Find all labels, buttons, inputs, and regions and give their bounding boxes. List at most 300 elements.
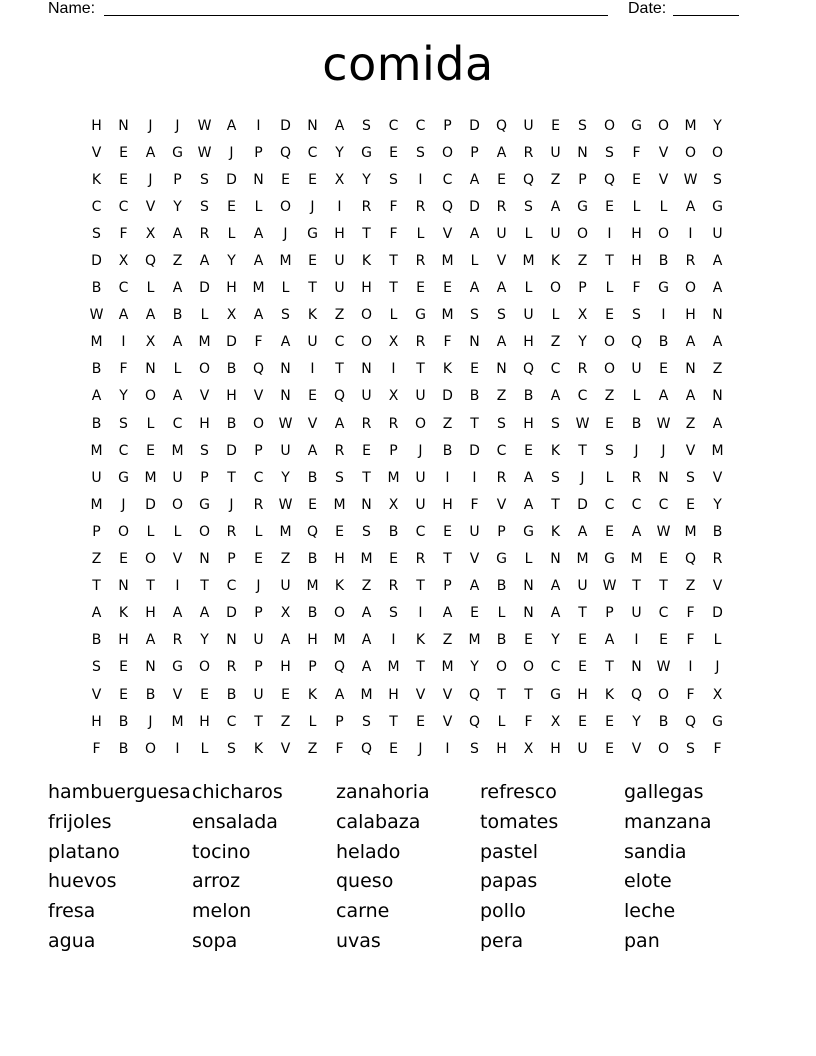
grid-letter: J	[121, 496, 126, 513]
grid-letter: A	[172, 225, 183, 242]
word-list-item: manzana	[624, 810, 712, 833]
grid-letter: C	[442, 171, 453, 188]
grid-letter: Q	[603, 171, 616, 188]
grid-letter: E	[416, 713, 425, 730]
grid-letter: Z	[361, 578, 372, 595]
grid-letter: N	[280, 361, 291, 378]
grid-letter: T	[659, 578, 668, 595]
grid-letter: K	[91, 171, 102, 188]
grid-letter: N	[145, 659, 156, 676]
grid-letter: V	[253, 388, 264, 405]
grid-letter: A	[307, 442, 318, 459]
grid-letter: F	[335, 740, 344, 757]
grid-letter: T	[254, 713, 263, 730]
grid-letter: H	[91, 117, 102, 134]
grid-letter: J	[310, 198, 315, 215]
grid-letter: H	[226, 388, 237, 405]
grid-letter: S	[686, 740, 695, 757]
grid-letter: B	[118, 713, 129, 730]
grid-letter: Y	[551, 632, 560, 649]
grid-letter: M	[90, 496, 103, 513]
grid-letter: B	[496, 578, 507, 595]
grid-letter: I	[418, 605, 423, 622]
grid-letter: Z	[307, 740, 318, 757]
grid-letter: A	[631, 523, 642, 540]
grid-letter: T	[497, 686, 506, 703]
grid-letter: E	[227, 198, 236, 215]
date-field-line[interactable]	[673, 15, 739, 16]
grid-letter: O	[198, 523, 211, 540]
grid-letter: R	[172, 632, 183, 649]
grid-letter: S	[389, 605, 398, 622]
grid-letter: F	[119, 225, 128, 242]
grid-letter: A	[712, 253, 723, 270]
grid-letter: O	[603, 361, 616, 378]
grid-letter: U	[496, 225, 507, 242]
word-list-item: tocino	[192, 840, 251, 863]
grid-letter: H	[199, 415, 210, 432]
grid-letter: E	[605, 523, 614, 540]
grid-letter: T	[470, 415, 479, 432]
grid-letter: S	[551, 415, 560, 432]
grid-letter: B	[91, 361, 102, 378]
grid-letter: B	[712, 523, 723, 540]
grid-letter: K	[442, 361, 453, 378]
grid-letter: M	[387, 469, 400, 486]
grid-letter: Z	[577, 253, 588, 270]
grid-letter: U	[469, 523, 480, 540]
grid-letter: H	[280, 659, 291, 676]
grid-letter: K	[307, 686, 318, 703]
grid-letter: E	[389, 144, 398, 161]
grid-letter: E	[389, 551, 398, 568]
grid-letter: L	[254, 198, 263, 215]
grid-letter: Q	[630, 334, 643, 351]
grid-letter: A	[172, 334, 183, 351]
grid-letter: U	[631, 361, 642, 378]
grid-letter: R	[496, 469, 507, 486]
grid-letter: F	[686, 686, 695, 703]
grid-letter: L	[524, 225, 533, 242]
grid-letter: V	[442, 713, 453, 730]
grid-letter: A	[496, 144, 507, 161]
date-label: Date:	[628, 0, 667, 17]
grid-letter: R	[253, 496, 264, 513]
grid-letter: K	[334, 578, 345, 595]
grid-letter: M	[279, 253, 292, 270]
grid-letter: W	[575, 415, 590, 432]
grid-letter: T	[227, 469, 236, 486]
grid-letter: S	[362, 523, 371, 540]
grid-letter: A	[469, 225, 480, 242]
grid-letter: X	[388, 334, 399, 351]
name-field-line[interactable]	[104, 15, 608, 16]
grid-letter: M	[711, 442, 724, 459]
grid-letter: B	[172, 307, 183, 324]
grid-letter: G	[604, 551, 615, 568]
grid-letter: K	[118, 605, 129, 622]
grid-letter: E	[281, 171, 290, 188]
grid-letter: H	[442, 496, 453, 513]
grid-letter: A	[361, 659, 372, 676]
grid-letter: H	[334, 551, 345, 568]
grid-letter: V	[685, 442, 696, 459]
grid-letter: V	[91, 144, 102, 161]
grid-letter: I	[310, 361, 315, 378]
grid-letter: R	[712, 551, 723, 568]
grid-letter: P	[605, 605, 614, 622]
grid-letter: F	[119, 361, 128, 378]
grid-letter: O	[657, 686, 670, 703]
grid-letter: N	[631, 659, 642, 676]
grid-letter: F	[92, 740, 101, 757]
grid-letter: T	[389, 253, 398, 270]
grid-letter: C	[415, 117, 426, 134]
grid-letter: C	[631, 496, 642, 513]
grid-letter: O	[603, 117, 616, 134]
grid-letter: U	[334, 253, 345, 270]
grid-letter: Q	[144, 253, 157, 270]
grid-letter: U	[577, 740, 588, 757]
grid-letter: L	[497, 605, 506, 622]
grid-letter: I	[688, 225, 693, 242]
word-list-item: gallegas	[624, 781, 704, 803]
word-list-item: uvas	[336, 929, 381, 952]
grid-letter: J	[229, 496, 234, 513]
grid-letter: X	[550, 713, 561, 730]
grid-letter: G	[631, 117, 642, 134]
grid-letter: L	[200, 307, 209, 324]
grid-letter: R	[415, 334, 426, 351]
grid-letter: Q	[522, 171, 535, 188]
grid-letter: V	[199, 388, 210, 405]
grid-letter: V	[442, 225, 453, 242]
grid-letter: N	[199, 551, 210, 568]
grid-letter: E	[146, 442, 155, 459]
grid-letter: N	[469, 334, 480, 351]
word-list-item: pan	[624, 929, 660, 952]
grid-letter: B	[226, 686, 237, 703]
grid-letter: L	[713, 632, 722, 649]
grid-letter: A	[172, 280, 183, 297]
grid-letter: Y	[173, 198, 182, 215]
grid-letter: F	[524, 713, 533, 730]
grid-letter: H	[388, 686, 399, 703]
grid-letter: B	[388, 523, 399, 540]
grid-letter: A	[496, 280, 507, 297]
grid-letter: P	[254, 442, 263, 459]
grid-letter: C	[253, 469, 264, 486]
grid-letter: E	[605, 740, 614, 757]
grid-letter: F	[389, 198, 398, 215]
grid-letter: O	[576, 225, 589, 242]
grid-letter: V	[280, 740, 291, 757]
grid-letter: R	[388, 415, 399, 432]
grid-letter: A	[145, 144, 156, 161]
grid-letter: T	[524, 686, 533, 703]
grid-letter: H	[523, 334, 534, 351]
grid-letter: E	[524, 632, 533, 649]
grid-letter: P	[173, 171, 182, 188]
grid-letter: H	[496, 740, 507, 757]
grid-letter: O	[252, 415, 265, 432]
grid-letter: N	[523, 605, 534, 622]
grid-letter: O	[117, 523, 130, 540]
grid-letter: U	[334, 280, 345, 297]
grid-letter: J	[418, 740, 423, 757]
grid-letter: L	[497, 713, 506, 730]
grid-letter: L	[254, 523, 263, 540]
grid-letter: Y	[200, 632, 209, 649]
word-list-item: refresco	[480, 781, 557, 803]
grid-letter: V	[712, 578, 723, 595]
grid-letter: Y	[362, 171, 371, 188]
grid-letter: Y	[578, 334, 587, 351]
grid-letter: X	[388, 496, 399, 513]
grid-letter: R	[415, 253, 426, 270]
grid-letter: J	[580, 469, 585, 486]
grid-letter: E	[362, 442, 371, 459]
grid-letter: G	[712, 198, 723, 215]
grid-letter: B	[469, 388, 480, 405]
grid-letter: D	[469, 198, 480, 215]
grid-letter: M	[279, 523, 292, 540]
grid-letter: M	[333, 632, 346, 649]
word-list-item: frijoles	[48, 810, 112, 833]
grid-letter: Y	[632, 713, 641, 730]
grid-letter: L	[524, 280, 533, 297]
grid-letter: F	[713, 740, 722, 757]
grid-letter: T	[146, 578, 155, 595]
grid-letter: C	[658, 605, 669, 622]
grid-letter: N	[118, 117, 129, 134]
grid-letter: S	[227, 740, 236, 757]
grid-letter: E	[659, 361, 668, 378]
grid-letter: G	[307, 225, 318, 242]
grid-letter: Z	[442, 415, 453, 432]
grid-letter: M	[171, 442, 184, 459]
grid-letter: J	[715, 659, 720, 676]
grid-letter: L	[605, 280, 614, 297]
grid-letter: F	[470, 496, 479, 513]
grid-letter: T	[578, 605, 587, 622]
word-list-item: pastel	[480, 840, 539, 863]
grid-letter: N	[577, 144, 588, 161]
grid-letter: W	[278, 415, 293, 432]
grid-letter: M	[144, 469, 157, 486]
grid-letter: H	[118, 632, 129, 649]
grid-letter: B	[658, 253, 669, 270]
grid-letter: Z	[280, 713, 291, 730]
grid-letter: O	[144, 388, 157, 405]
grid-letter: T	[416, 361, 425, 378]
grid-letter: A	[469, 171, 480, 188]
grid-letter: Q	[441, 198, 454, 215]
grid-letter: Q	[252, 361, 265, 378]
grid-letter: E	[686, 496, 695, 513]
grid-letter: K	[550, 523, 561, 540]
grid-letter: H	[226, 280, 237, 297]
word-list	[48, 778, 744, 957]
grid-letter: A	[442, 605, 453, 622]
grid-letter: V	[415, 686, 426, 703]
grid-letter: A	[280, 334, 291, 351]
grid-letter: D	[91, 253, 102, 270]
grid-letter: W	[602, 578, 617, 595]
grid-letter: Z	[496, 388, 507, 405]
grid-letter: Q	[279, 144, 292, 161]
grid-letter: H	[685, 307, 696, 324]
grid-letter: T	[308, 280, 317, 297]
grid-letter: A	[172, 605, 183, 622]
grid-letter: A	[172, 388, 183, 405]
grid-letter: N	[712, 307, 723, 324]
grid-letter: S	[362, 117, 371, 134]
grid-letter: N	[253, 171, 264, 188]
grid-letter: R	[226, 659, 237, 676]
grid-letter: V	[145, 198, 156, 215]
grid-letter: P	[389, 442, 398, 459]
grid-letter: C	[118, 442, 129, 459]
word-list-item: elote	[624, 870, 672, 893]
grid-letter: I	[418, 171, 423, 188]
grid-letter: U	[415, 469, 426, 486]
grid-letter: B	[91, 415, 102, 432]
grid-letter: O	[144, 551, 157, 568]
grid-letter: C	[118, 198, 129, 215]
grid-letter: B	[523, 388, 534, 405]
grid-letter: G	[523, 523, 534, 540]
grid-letter: A	[550, 605, 561, 622]
grid-letter: B	[496, 632, 507, 649]
grid-letter: M	[684, 117, 697, 134]
grid-letter: Z	[712, 361, 723, 378]
grid-letter: F	[686, 605, 695, 622]
grid-letter: L	[551, 307, 560, 324]
word-list-item: huevos	[48, 870, 117, 893]
grid-letter: C	[604, 496, 615, 513]
grid-letter: O	[144, 740, 157, 757]
grid-letter: P	[497, 523, 506, 540]
grid-letter: A	[253, 225, 264, 242]
grid-letter: Z	[334, 307, 345, 324]
grid-letter: E	[119, 171, 128, 188]
grid-letter: T	[416, 578, 425, 595]
grid-letter: O	[171, 496, 184, 513]
grid-letter: E	[659, 551, 668, 568]
grid-letter: E	[578, 632, 587, 649]
grid-letter: F	[443, 334, 452, 351]
grid-letter: U	[361, 388, 372, 405]
grid-letter: Q	[684, 551, 697, 568]
grid-letter: L	[227, 225, 236, 242]
grid-letter: K	[361, 253, 372, 270]
grid-letter: V	[631, 740, 642, 757]
grid-letter: U	[415, 496, 426, 513]
word-list-item: sopa	[192, 929, 238, 952]
grid-letter: A	[496, 334, 507, 351]
grid-letter: B	[658, 334, 669, 351]
grid-letter: V	[91, 686, 102, 703]
grid-letter: O	[441, 144, 454, 161]
grid-letter: Z	[550, 334, 561, 351]
grid-letter: A	[145, 307, 156, 324]
grid-letter: S	[200, 171, 209, 188]
grid-letter: B	[91, 280, 102, 297]
grid-letter: A	[361, 632, 372, 649]
word-list-item: zanahoria	[336, 781, 430, 803]
grid-letter: D	[712, 605, 723, 622]
grid-letter: H	[577, 686, 588, 703]
word-list-item: carne	[336, 900, 390, 923]
grid-letter: L	[416, 225, 425, 242]
grid-letter: N	[280, 388, 291, 405]
grid-letter: L	[146, 523, 155, 540]
grid-letter: G	[118, 469, 129, 486]
grid-letter: A	[685, 388, 696, 405]
grid-letter: T	[632, 578, 641, 595]
grid-letter: C	[334, 334, 345, 351]
grid-letter: N	[226, 632, 237, 649]
grid-letter: S	[119, 415, 128, 432]
grid-letter: S	[524, 198, 533, 215]
grid-letter: A	[577, 523, 588, 540]
grid-letter: I	[661, 307, 666, 324]
grid-letter: I	[121, 334, 126, 351]
grid-letter: S	[416, 144, 425, 161]
grid-letter: Z	[550, 171, 561, 188]
grid-letter: V	[172, 686, 183, 703]
grid-letter: S	[497, 307, 506, 324]
grid-letter: I	[391, 632, 396, 649]
grid-letter: E	[632, 171, 641, 188]
grid-letter: T	[92, 578, 101, 595]
grid-letter: H	[334, 225, 345, 242]
grid-letter: A	[226, 117, 237, 134]
grid-letter: S	[470, 307, 479, 324]
grid-letter: Q	[306, 523, 319, 540]
grid-letter: W	[197, 117, 212, 134]
grid-letter: J	[283, 225, 288, 242]
grid-letter: P	[443, 578, 452, 595]
grid-letter: C	[118, 280, 129, 297]
grid-letter: M	[387, 659, 400, 676]
word-list-item: fresa	[48, 900, 96, 923]
grid-letter: A	[712, 280, 723, 297]
grid-letter: I	[607, 225, 612, 242]
grid-letter: P	[254, 144, 263, 161]
grid-letter: A	[145, 632, 156, 649]
grid-letter: X	[226, 307, 237, 324]
grid-letter: T	[362, 469, 371, 486]
grid-letter: P	[443, 117, 452, 134]
grid-letter: C	[91, 198, 102, 215]
grid-letter: O	[279, 198, 292, 215]
grid-letter: L	[281, 280, 290, 297]
grid-letter: S	[578, 117, 587, 134]
grid-letter: E	[119, 551, 128, 568]
grid-letter: E	[389, 740, 398, 757]
grid-letter: O	[414, 415, 427, 432]
grid-letter: B	[226, 361, 237, 378]
grid-letter: S	[497, 415, 506, 432]
grid-letter: L	[632, 198, 641, 215]
grid-letter: X	[334, 171, 345, 188]
grid-letter: T	[200, 578, 209, 595]
word-list-item: leche	[624, 900, 676, 923]
grid-letter: E	[605, 198, 614, 215]
grid-letter: P	[92, 523, 101, 540]
